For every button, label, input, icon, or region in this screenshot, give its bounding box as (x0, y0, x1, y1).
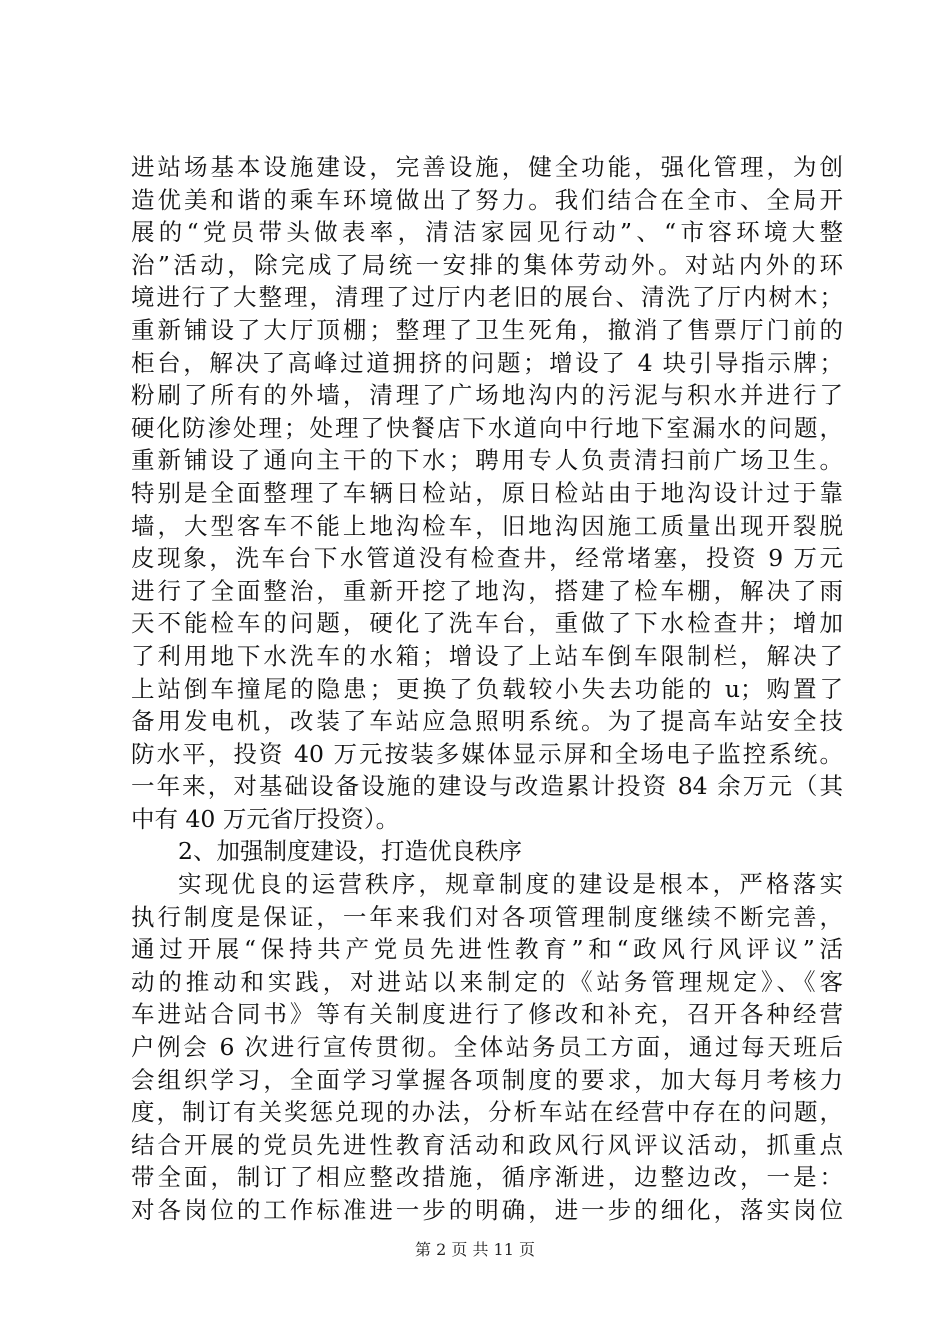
text-line: 实现优良的运营秩序，规章制度的建设是根本，严格落实 (178, 870, 843, 899)
text-line: 结合开展的党员先进性教育活动和政风行风评议活动，抓重点 (131, 1130, 843, 1159)
page-footer (0, 1237, 950, 1260)
text-line: 展的“党员带头做表率，清洁家园见行动”、“市容环境大整 (131, 218, 843, 247)
text-line: 动的推动和实践，对进站以来制定的《站务管理规定》、《客 (131, 967, 843, 996)
text-line: 重新铺设了通向主干的下水；聘用专人负责清扫前广场卫生。 (131, 446, 843, 475)
text-line: 对各岗位的工作标准进一步的明确，进一步的细化，落实岗位 (131, 1196, 843, 1224)
text-line: 柜台，解决了高峰过道拥挤的问题；增设了 4 块引导指示牌； (131, 348, 843, 377)
text-line: 通过开展“保持共产党员先进性教育”和“政风行风评议”活 (131, 935, 843, 964)
text-line: 进行了全面整治，重新开挖了地沟，搭建了检车棚，解决了雨 (131, 576, 843, 605)
text-line: 粉刷了所有的外墙，清理了广场地沟内的污泥与积水并进行了 (131, 381, 843, 410)
text-line: 皮现象，洗车台下水管道没有检查井，经常堵塞，投资 9 万元 (131, 544, 843, 573)
body-text (131, 151, 843, 1227)
text-line: 车进站合同书》等有关制度进行了修改和补充，召开各种经营 (131, 1000, 843, 1029)
text-line: 境进行了大整理，清理了过厅内老旧的展台、清洗了厅内树木； (131, 283, 843, 312)
text-line: 备用发电机，改装了车站应急照明系统。为了提高车站安全技 (131, 707, 843, 736)
page-number-label: 第 2 页 共 11 页 (415, 1240, 535, 1259)
text-line: 会组织学习，全面学习掌握各项制度的要求，加大每月考核力 (131, 1065, 843, 1094)
text-line: 防水平，投资 40 万元按装多媒体显示屏和全场电子监控系统。 (131, 739, 843, 768)
text-line: 进站场基本设施建设，完善设施，健全功能，强化管理，为创 (131, 153, 843, 181)
text-line: 了利用地下水洗车的水箱；增设了上站车倒车限制栏，解决了 (131, 641, 843, 670)
text-line: 户例会 6 次进行宣传贯彻。全体站务员工方面，通过每天班后 (131, 1033, 843, 1062)
text-line: 造优美和谐的乘车环境做出了努力。我们结合在全市、全局开 (131, 185, 843, 214)
text-line: 天不能检车的问题，硬化了洗车台，重做了下水检查井；增加 (131, 609, 843, 638)
text-line: 治”活动，除完成了局统一安排的集体劳动外。对站内外的环 (131, 250, 843, 279)
text-line: 硬化防渗处理；处理了快餐店下水道向中行地下室漏水的问题， (131, 413, 843, 442)
text-line: 墙，大型客车不能上地沟检车，旧地沟因施工质量出现开裂脱 (131, 511, 843, 540)
text-line: 特别是全面整理了车辆日检站，原日检站由于地沟设计过于靠 (131, 478, 843, 507)
text-line: 度，制订有关奖惩兑现的办法，分析车站在经营中存在的问题， (131, 1098, 843, 1127)
text-line: 中有 40 万元省厅投资）。 (131, 804, 400, 833)
section-heading: 2、加强制度建设，打造优良秩序 (178, 837, 522, 866)
text-line: 上站倒车撞尾的隐患；更换了负载较小失去功能的 u；购置了 (131, 674, 843, 703)
text-line: 执行制度是保证，一年来我们对各项管理制度继续不断完善， (131, 902, 843, 931)
text-line: 重新铺设了大厅顶棚；整理了卫生死角，撤消了售票厅门前的 (131, 315, 843, 344)
text-line: 一年来，对基础设备设施的建设与改造累计投资 84 余万元（其 (131, 772, 843, 801)
text-line: 带全面，制订了相应整改措施，循序渐进，边整边改，一是： (131, 1163, 843, 1192)
